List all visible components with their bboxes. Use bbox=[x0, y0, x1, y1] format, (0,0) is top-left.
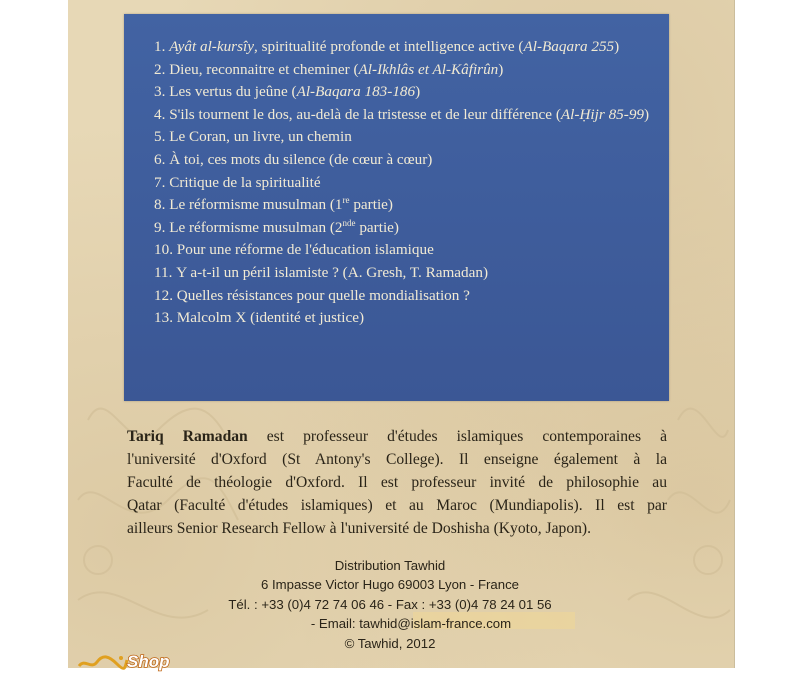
track-title bbox=[169, 126, 657, 149]
track-title-part: Le réformisme musulman (2 bbox=[169, 218, 343, 236]
track-title-part: Al-Ḥijr 85-99 bbox=[560, 105, 645, 123]
track-number: 4. bbox=[154, 105, 170, 123]
track-item bbox=[154, 59, 657, 82]
track-title-part: ) bbox=[415, 83, 421, 101]
track-number: 7. bbox=[154, 173, 170, 191]
bio-line: Faculté de théologie d'Oxford. Il est professeur invité de philosophie au bbox=[127, 474, 667, 491]
track-number: 2. bbox=[154, 60, 170, 78]
track-title bbox=[169, 149, 657, 172]
track-title bbox=[176, 262, 657, 285]
track-title bbox=[169, 81, 657, 104]
superscript: nde bbox=[342, 217, 356, 228]
track-number: 3. bbox=[154, 83, 170, 101]
distributor-info bbox=[190, 556, 590, 653]
track-item bbox=[154, 194, 657, 217]
track-title-part: Al-Baqara 255 bbox=[523, 38, 615, 55]
track-item bbox=[154, 285, 657, 308]
distributor-phone: Tél. : +33 (0)4 72 74 06 46 - Fax : +33 (0)4 78 24 01 56 bbox=[228, 596, 552, 612]
track-number: 5. bbox=[154, 128, 170, 146]
track-item bbox=[154, 307, 657, 330]
track-item bbox=[154, 149, 657, 172]
track-title bbox=[169, 194, 657, 217]
bio-line: Qatar (Faculté d'études islamiques) et au Maroc (Mundiapolis). Il est par bbox=[127, 497, 667, 514]
distributor-title: Distribution Tawhid bbox=[334, 558, 446, 573]
track-number: 6. bbox=[154, 150, 170, 168]
author-bio bbox=[127, 425, 667, 540]
track-title bbox=[177, 307, 657, 330]
track-title-part: Le Coran, un livre, un chemin bbox=[169, 128, 352, 146]
track-list-panel bbox=[124, 14, 669, 401]
track-title bbox=[169, 104, 657, 127]
track-title-part: Les vertus du jeûne ( bbox=[169, 83, 297, 101]
track-item bbox=[154, 262, 657, 285]
track-title-part: ) bbox=[614, 38, 620, 55]
track-title-part: ) bbox=[498, 60, 504, 78]
track-title-part: Le réformisme musulman (1 bbox=[169, 196, 343, 214]
shop-logo-text: Shop bbox=[127, 652, 170, 671]
track-number: 9. bbox=[154, 218, 170, 236]
track-title-part: Al-Baqara 183-186 bbox=[296, 83, 416, 101]
track-title-part: S'ils tournent le dos, au-delà de la tristesse et de leur différence ( bbox=[169, 105, 561, 123]
track-number: 10. bbox=[154, 241, 177, 259]
bio-line: l'université d'Oxford (St Antony's College). Il enseigne également à la bbox=[127, 451, 667, 468]
track-title-part: partie) bbox=[355, 218, 399, 236]
track-number: 1. bbox=[154, 38, 170, 55]
superscript: re bbox=[342, 195, 350, 206]
track-title-part: À toi, ces mots du silence (de cœur à cœur) bbox=[169, 150, 433, 168]
track-title-part: Ayât al-kursîy bbox=[169, 38, 254, 55]
track-number: 11. bbox=[154, 263, 177, 281]
track-title-part: Y a-t-il un péril islamiste ? (A. Gresh, T. Ramadan) bbox=[176, 263, 489, 281]
track-title-part: partie) bbox=[349, 196, 393, 214]
track-title bbox=[169, 36, 657, 59]
track-item bbox=[154, 104, 657, 127]
track-title bbox=[169, 217, 657, 240]
track-number: 8. bbox=[154, 196, 170, 214]
track-title-part: Al-Ikhlâs et Al-Kâfirûn bbox=[358, 60, 499, 78]
track-title-part: Dieu, reconnaitre et cheminer ( bbox=[169, 60, 359, 78]
track-list bbox=[124, 14, 669, 330]
track-title-part: Quelles résistances pour quelle mondialisation ? bbox=[176, 286, 470, 304]
track-title-part: Pour une réforme de l'éducation islamique bbox=[176, 241, 434, 259]
distributor-address: 6 Impasse Victor Hugo 69003 Lyon - France bbox=[260, 577, 520, 593]
track-item bbox=[154, 172, 657, 195]
track-number: 13. bbox=[154, 309, 177, 327]
track-item bbox=[154, 126, 657, 149]
track-title bbox=[169, 172, 657, 195]
track-number: 12. bbox=[154, 286, 177, 304]
track-title bbox=[177, 239, 657, 262]
track-item bbox=[154, 36, 657, 59]
bio-line: ailleurs Senior Research Fellow à l'université de Doshisha (Kyoto, Japon). bbox=[127, 520, 592, 537]
track-title-part: Critique de la spiritualité bbox=[169, 173, 321, 191]
track-title bbox=[177, 285, 657, 308]
track-item bbox=[154, 81, 657, 104]
author-name: Tariq Ramadan bbox=[127, 428, 248, 445]
track-item bbox=[154, 239, 657, 262]
track-item bbox=[154, 217, 657, 240]
track-title bbox=[169, 59, 657, 82]
distributor-email: - Email: tawhid@islam-france.com bbox=[310, 616, 512, 632]
copyright: © Tawhid, 2012 bbox=[344, 635, 436, 651]
track-title-part: , spiritualité profonde et intelligence active ( bbox=[253, 38, 524, 55]
bio-line: Tariq Ramadan est professeur d'études islamiques contemporaines à bbox=[127, 428, 668, 445]
track-title-part: Malcolm X (identité et justice) bbox=[176, 309, 365, 327]
track-title-part: ) bbox=[644, 105, 650, 123]
